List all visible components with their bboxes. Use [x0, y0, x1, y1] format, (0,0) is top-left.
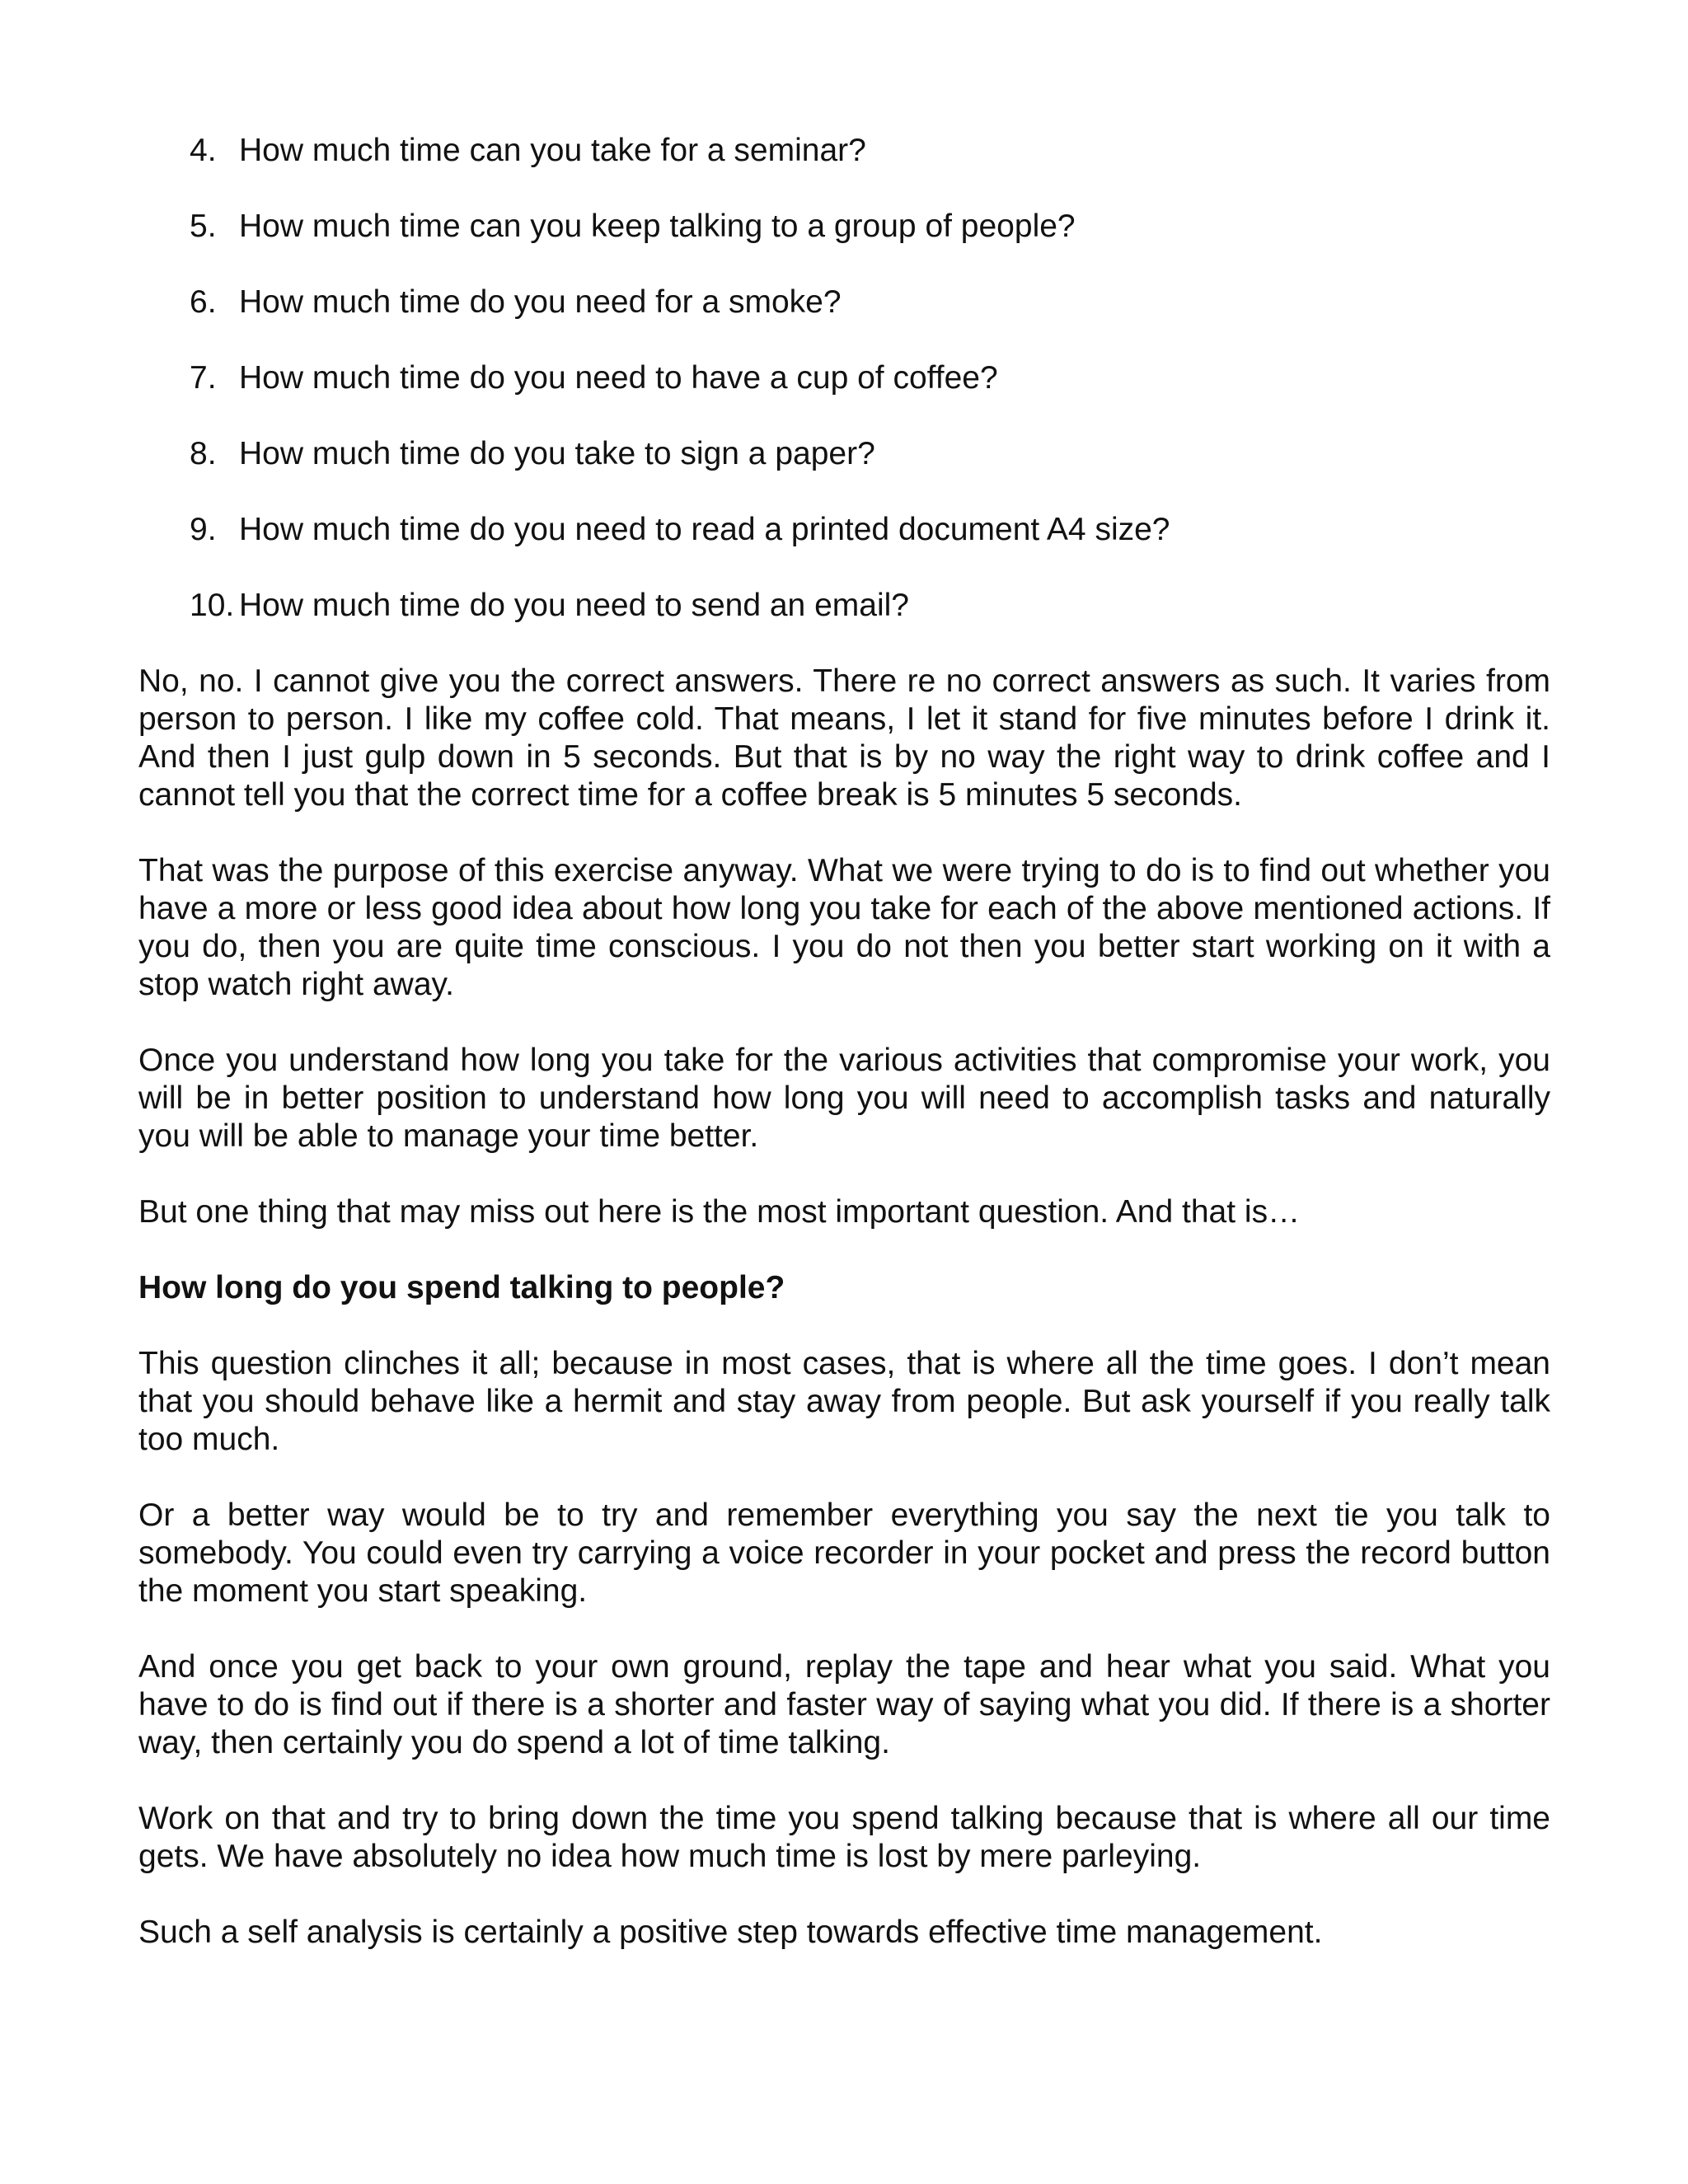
list-item: [138, 132, 1550, 170]
list-item-text: How much time do you need to send an email?: [239, 588, 909, 623]
list-item-text: How much time do you need to have a cup of coffee?: [239, 360, 998, 396]
paragraph-self-analysis: Such a self analysis is certainly a positive step towards effective time management.: [138, 1915, 1323, 1950]
list-item-number: 8.: [190, 436, 217, 471]
document-page: [138, 132, 1550, 1990]
list-item: [138, 359, 1550, 397]
list-item-text: How much time do you take to sign a paper?: [239, 436, 875, 471]
list-item-number: 5.: [190, 209, 217, 244]
paragraph-replay-tape: And once you get back to your own ground, replay the tape and hear what you said. What you have to do is find out if there is a shorter and faster way of saying what you did. If there is a shorter way, then certainly you do spend a lot of time talking.: [138, 1649, 1550, 1760]
question-list: [138, 132, 1550, 625]
list-item-number: 10.: [190, 588, 235, 623]
list-item: [138, 587, 1550, 625]
paragraph-understand-activities: Once you understand how long you take for the various activities that compromise your work, you will be in better position to understand how long you will need to accomplish tasks and naturally you will be able to manage your time better.: [138, 1043, 1550, 1154]
list-item: [138, 284, 1550, 321]
paragraph-important-question: But one thing that may miss out here is the most important question. And that is…: [138, 1194, 1301, 1230]
list-item: [138, 208, 1550, 246]
paragraph-reduce-talking: Work on that and try to bring down the time you spend talking because that is where all our time gets. We have absolutely no idea how much time is lost by mere parleying.: [138, 1801, 1550, 1874]
list-item-text: How much time do you need for a smoke?: [239, 284, 842, 320]
paragraph-where-time-goes: This question clinches it all; because in most cases, that is where all the time goes. I don’t mean that you should behave like a hermit and stay away from people. But ask yourself if you really talk too much.: [138, 1346, 1550, 1457]
list-item-number: 7.: [190, 360, 217, 396]
list-item-number: 9.: [190, 512, 217, 547]
section-heading: How long do you spend talking to people?: [138, 1270, 785, 1305]
list-item-text: How much time can you take for a seminar?: [239, 133, 866, 168]
list-item: [138, 511, 1550, 549]
list-item-number: 6.: [190, 284, 217, 320]
paragraph-purpose-of-exercise: That was the purpose of this exercise anyway. What we were trying to do is to find out whether you have a more or less good idea about how long you take for each of the above mentioned actions. If you do, then you are quite time conscious. I you do not then you better start working on it with a stop watch right away.: [138, 853, 1550, 1002]
paragraph-no-correct-answers: No, no. I cannot give you the correct answers. There re no correct answers as such. It varies from person to person. I like my coffee cold. That means, I let it stand for five minutes before I drink it. And then I just gulp down in 5 seconds. But that is by no way the right way to drink coffee and I cannot tell you that the correct time for a coffee break is 5 minutes 5 seconds.: [138, 663, 1550, 813]
list-item-text: How much time can you keep talking to a group of people?: [239, 209, 1076, 244]
list-item: [138, 435, 1550, 473]
list-item-number: 4.: [190, 133, 217, 168]
list-item-text: How much time do you need to read a printed document A4 size?: [239, 512, 1170, 547]
paragraph-voice-recorder: Or a better way would be to try and remember everything you say the next tie you talk to somebody. You could even try carrying a voice recorder in your pocket and press the record button the moment you start speaking.: [138, 1497, 1550, 1609]
